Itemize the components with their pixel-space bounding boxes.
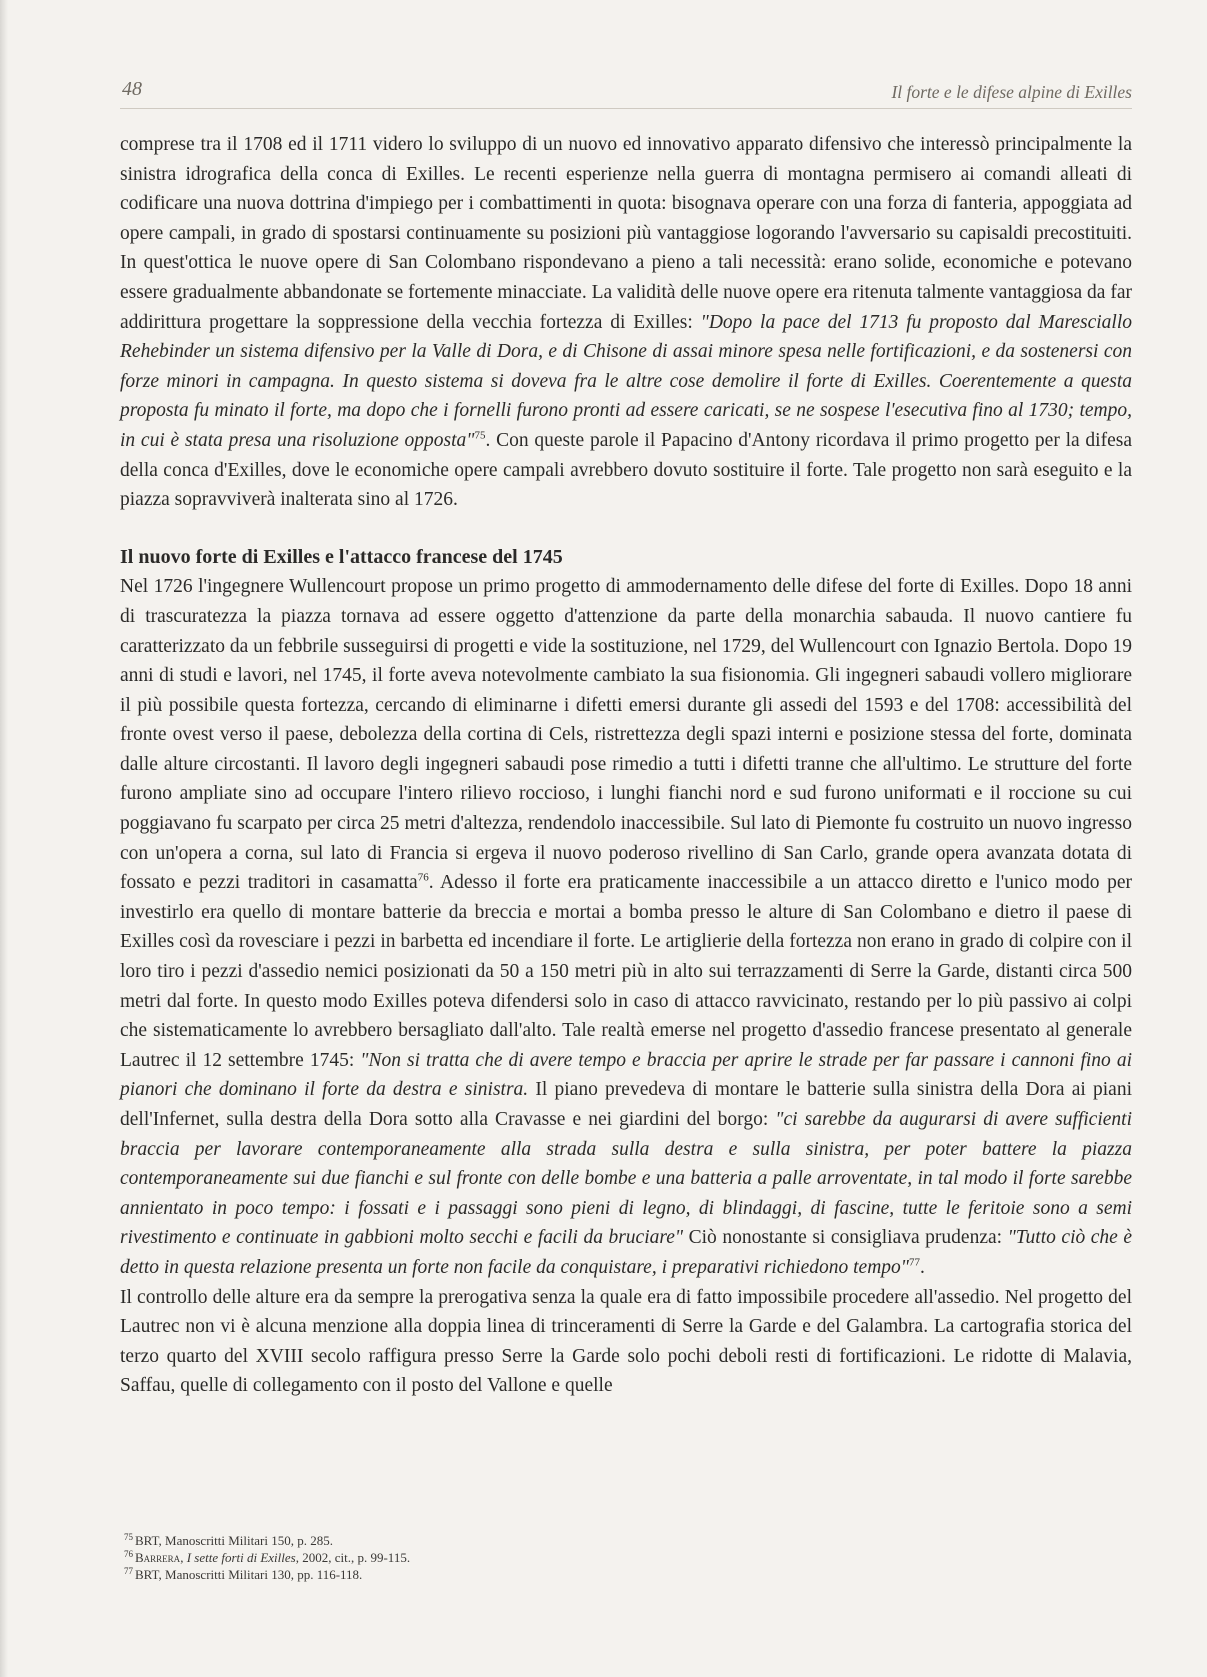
text-run: Il piano prevedeva di montare le batterie sulla sinistra della Dora ai piani dell'Infernet, sulla destra della Dora sotto alla Cravasse e nei giardini del borgo: bbox=[120, 1079, 1132, 1130]
quotation: "ci sarebbe da augurarsi di avere sufficienti braccia per lavorare contemporaneamente alla strada sulla destra e sulla sinistra, per poter battere la piazza contemporaneamente sui due fianchi e sul fronte con delle bombe e una batteria a palle arroventate, in tal modo il forte sarebbe annientato in poco tempo: i fossati e i passaggi sono pieni di legno, di blindaggi, di fascine, tutte le feritoie sono a semi rivestimento e continuate in gabbioni molto secchi e facili da bruciare" bbox=[120, 1109, 1132, 1249]
paragraph-3: Il controllo delle alture era da sempre la prerogativa senza la quale era di fatto impossibile procedere all'assedio. Nel progetto del Lautrec non vi è alcuna menzione alla doppia linea di trinceramenti di Serre la Garde e del Galambra. La cartografia storica del terzo quarto del XVIII secolo raffigura presso Serre la Garde solo pochi deboli resti di fortificazioni. Le ridotte di Malavia, Saffau, quelle di collegamento con il posto del Vallone e quelle bbox=[120, 1286, 1132, 1397]
footnote-76 bbox=[124, 1550, 1132, 1566]
text-run: Nel 1726 l'ingegnere Wullencourt propose un primo progetto di ammodernamento delle difese del forte di Exilles. Dopo 18 anni di trascuratezza la piazza tornava ad essere oggetto d'attenzione da parte della monarchia sabauda. Il nuovo cantiere fu caratterizzato da un febbrile susseguirsi di progetti e vide la sostituzione, nel 1729, del Wullencourt con Ignazio Bertola. Dopo 19 anni di studi e lavori, nel 1745, il forte aveva notevolmente cambiato la sua fisionomia. Gli ingegneri sabaudi vollero migliorare il più possibile questa fortezza, cercando di eliminarne i difetti emersi durante gli assedi del 1593 e del 1708: accessibilità del fronte ovest verso il paese, debolezza della cortina di Cels, ristrettezza degli spazi interni e posizione stessa del forte, dominata dalle alture circostanti. Il lavoro degli ingegneri sabaudi pose rimedio a tutti i difetti tranne che all'ultimo. Le strutture del forte furono ampliate sino ad occupare l'intero rilievo roccioso, i lunghi fianchi nord e sud furono uniformati e il roccione su cui poggiavano fu scarpato per circa 25 metri d'altezza, rendendolo inaccessibile. Sul lato di Piemonte fu costruito un nuovo ingresso con un'opera a corna, sul lato di Francia si ergeva il nuovo poderoso rivellino di San Carlo, grande opera avanzata dotata di fossato e pezzi traditori in casamatta bbox=[120, 576, 1132, 894]
footnote-ref: 75 bbox=[474, 429, 486, 442]
page-number: 48 bbox=[122, 78, 142, 100]
footnote-separator: , bbox=[180, 1550, 187, 1565]
running-head bbox=[120, 72, 1132, 109]
page-binding-edge bbox=[0, 0, 8, 1677]
text-run: . Adesso il forte era praticamente inaccessibile a un attacco diretto e l'unico modo per investirlo era quello di montare batterie da breccia e mortai a bomba presso le alture di San Colombano e dietro il paese di Exilles così da rovesciare i pezzi in barbetta ed incendiare il forte. Le artiglierie della fortezza non erano in grado di colpire con il loro tiro i pezzi d'assedio nemici posizionati da 50 a 150 metri più in alto sui terrazzamenti di Serre la Garde, distanti circa 500 metri dal forte. In questo modo Exilles poteva difendersi solo in caso di attacco ravvicinato, restando per lo più passivo ai colpi che sistematicamente lo avrebbero bersagliato dall'alto. Tale realtà emerse nel progetto d'assedio francese presentato al generale Lautrec il 12 settembre 1745: bbox=[120, 872, 1132, 1071]
footnote-75 bbox=[124, 1533, 1132, 1549]
footnotes bbox=[120, 1533, 1132, 1584]
footnote-text: BRT, Manoscritti Militari 150, p. 285. bbox=[135, 1533, 333, 1548]
paragraph-2 bbox=[120, 572, 1132, 1282]
section-heading: Il nuovo forte di Exilles e l'attacco francese del 1745 bbox=[120, 545, 563, 568]
text-run: . Con queste parole il Papacino d'Antony ricordava il primo progetto per la difesa della conca d'Exilles, dove le economiche opere campali avrebbero dovuto sostituire il forte. Tale progetto non sarà eseguito e la piazza sopravviverà inalterata sino al 1726. bbox=[120, 429, 1132, 511]
footnote-ref: 77 bbox=[908, 1256, 920, 1269]
footnote-title: I sette forti di Exilles bbox=[186, 1550, 296, 1565]
footnote-author: Barrera bbox=[135, 1550, 181, 1565]
body-text bbox=[120, 130, 1132, 1401]
footnote-text: , 2002, cit., p. 99-115. bbox=[295, 1550, 411, 1565]
running-title: Il forte e le difese alpine di Exilles bbox=[891, 82, 1132, 102]
footnote-number: 77 bbox=[124, 1565, 133, 1576]
footnote-ref: 76 bbox=[417, 871, 429, 884]
text-run: Ciò nonostante si consigliava prudenza: bbox=[683, 1227, 1008, 1249]
text-run: . bbox=[919, 1256, 925, 1278]
paragraph-1 bbox=[120, 130, 1132, 515]
quotation: "Dopo la pace del 1713 fu proposto dal Maresciallo Rehebinder un sistema difensivo per la Valle di Dora, e di Chisone di assai minore spesa nelle fortificazioni, e da sostenersi con forze minori in campagna. In questo sistema si doveva fra le altre cose demolire il forte di Exilles. Coerentemente a questa proposta fu minato il forte, ma dopo che i fornelli furono pronti ad essere caricati, se ne sospese l'esecutiva fino al 1730; tempo, in cui è stata presa una risoluzione opposta" bbox=[120, 311, 1132, 451]
footnote-number: 76 bbox=[124, 1548, 133, 1559]
footnote-77 bbox=[124, 1567, 1132, 1583]
footnote-text: BRT, Manoscritti Militari 130, pp. 116-118. bbox=[135, 1567, 363, 1582]
text-run: comprese tra il 1708 ed il 1711 videro lo sviluppo di un nuovo ed innovativo apparato difensivo che interessò principalmente la sinistra idrografica della conca di Exilles. Le recenti esperienze nella guerra di montagna permisero ai comandi alleati di codificare una nuova dottrina d'impiego per i combattimenti in quota: bisognava operare con una forza di fanteria, appoggiata ad opere campali, in grado di spostarsi continuamente su posizioni più vantaggiose logorando l'avversario su capisaldi precostituiti. In quest'ottica le nuove opere di San Colombano rispondevano a pieno a tali necessità: erano solide, economiche e potevano essere gradualmente abbandonate se fortemente minacciate. La validità delle nuove opere era ritenuta talmente vantaggiosa da far addirittura progettare la soppressione della vecchia fortezza di Exilles: bbox=[120, 134, 1132, 333]
footnote-number: 75 bbox=[124, 1531, 133, 1542]
quotation: "Non si tratta che di avere tempo e braccia per aprire le strade per far passare i cannoni fino ai pianori che dominano il forte da destra e sinistra. bbox=[120, 1049, 1132, 1101]
quotation: "Tutto ciò che è detto in questa relazione presenta un forte non facile da conquistare, i preparativi richiedono tempo" bbox=[120, 1227, 1132, 1278]
